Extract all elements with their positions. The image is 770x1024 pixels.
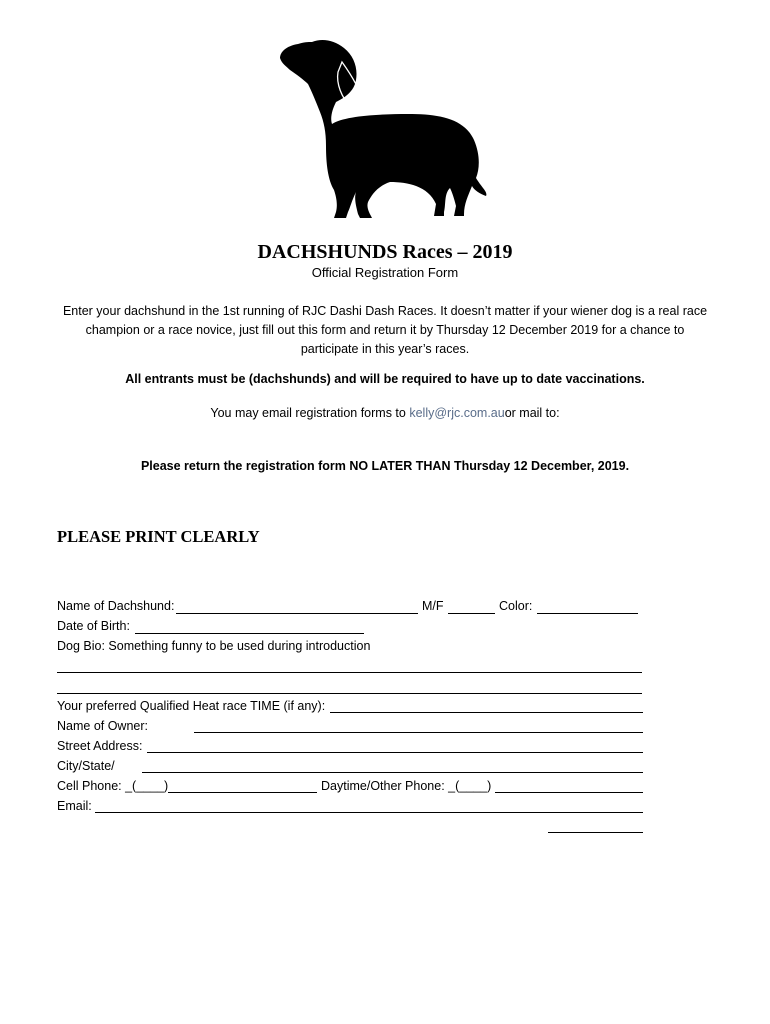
street-field[interactable] bbox=[147, 752, 643, 753]
daytime-phone-label: Daytime/Other Phone: _(____) bbox=[321, 779, 492, 793]
cell-phone-label: Cell Phone: _(____) bbox=[57, 779, 169, 793]
dob-field[interactable] bbox=[135, 633, 364, 634]
heat-time-field[interactable] bbox=[330, 712, 643, 713]
street-label: Street Address: bbox=[57, 739, 143, 753]
heat-time-label: Your preferred Qualified Heat race TIME (if any): bbox=[57, 699, 326, 713]
color-label: Color: bbox=[499, 599, 533, 613]
page-title: DACHSHUNDS Races – 2019 bbox=[257, 241, 513, 263]
dog-name-field[interactable] bbox=[176, 613, 418, 614]
email-field-continuation[interactable] bbox=[548, 832, 643, 833]
city-label: City/State/ bbox=[57, 759, 115, 773]
print-clearly-heading: PLEASE PRINT CLEARLY bbox=[57, 527, 260, 546]
bio-field-line-2[interactable] bbox=[57, 693, 642, 694]
email-link[interactable]: kelly@rjc.com.au bbox=[409, 406, 505, 420]
bio-label: Dog Bio: Something funny to be used during introduction bbox=[57, 639, 371, 653]
email-instructions bbox=[0, 406, 770, 420]
dob-label: Date of Birth: bbox=[57, 619, 130, 633]
city-field[interactable] bbox=[142, 772, 643, 773]
email-prefix: You may email registration forms to bbox=[210, 406, 410, 420]
intro-paragraph: Enter your dachshund in the 1st running of RJC Dashi Dash Races. It doesn’t matter if your wiener dog is a real race champion or a race novice, just fill out this form and return it by Thursday 12 December 2019 for a chance to participate in this year’s races. bbox=[62, 304, 708, 356]
daytime-phone-field[interactable] bbox=[495, 792, 643, 793]
cell-phone-field[interactable] bbox=[168, 792, 317, 793]
owner-field[interactable] bbox=[194, 732, 643, 733]
email-field[interactable] bbox=[95, 812, 643, 813]
email-label: Email: bbox=[57, 799, 92, 813]
dachshund-silhouette-icon bbox=[268, 36, 490, 224]
owner-label: Name of Owner: bbox=[57, 719, 149, 733]
deadline-notice: Please return the registration form NO LATER THAN Thursday 12 December, 2019. bbox=[140, 459, 630, 473]
color-field[interactable] bbox=[537, 613, 638, 614]
requirement-notice: All entrants must be (dachshunds) and will be required to have up to date vaccinations. bbox=[125, 372, 645, 386]
dog-name-label: Name of Dachshund: bbox=[57, 599, 175, 613]
sex-field[interactable] bbox=[448, 613, 495, 614]
sex-label: M/F bbox=[422, 599, 444, 613]
email-suffix: or mail to: bbox=[504, 406, 560, 420]
page-subtitle: Official Registration Form bbox=[311, 265, 459, 280]
bio-field-line-1[interactable] bbox=[57, 672, 642, 673]
